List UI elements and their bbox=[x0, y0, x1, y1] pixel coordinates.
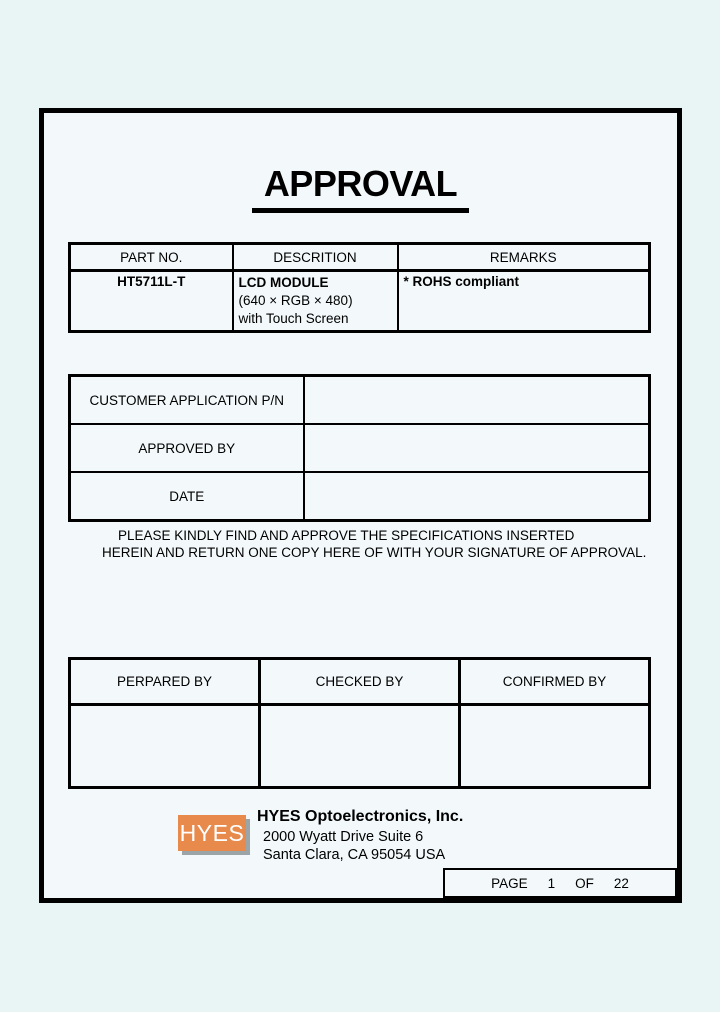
part-info-table bbox=[68, 242, 651, 333]
description-line-2: (640 × RGB × 480) bbox=[238, 293, 353, 308]
description-line-1: LCD MODULE bbox=[238, 275, 329, 290]
confirmed-by-signature-cell bbox=[460, 705, 650, 788]
label-customer-application-pn: CUSTOMER APPLICATION P/N bbox=[70, 376, 304, 425]
remarks-header: REMARKS bbox=[398, 244, 650, 271]
approved-by-row bbox=[70, 424, 650, 472]
approval-note bbox=[44, 527, 677, 561]
company-name: HYES Optoelectronics, Inc. bbox=[257, 808, 464, 825]
signoff-table bbox=[68, 657, 651, 789]
part-no-header: PART NO. bbox=[70, 244, 233, 271]
page-title: APPROVAL bbox=[252, 163, 469, 213]
customer-application-value-cell bbox=[304, 376, 650, 425]
signoff-header-row bbox=[70, 659, 650, 705]
confirmed-by-header: CONFIRMED BY bbox=[460, 659, 650, 705]
approval-page bbox=[39, 108, 682, 903]
description-cell bbox=[233, 271, 398, 332]
note-line-2: HEREIN AND RETURN ONE COPY HERE OF WITH YOUR SIGNATURE OF APPROVAL. bbox=[102, 545, 647, 560]
checked-by-header: CHECKED BY bbox=[260, 659, 460, 705]
remarks-value: * ROHS compliant bbox=[398, 271, 650, 332]
prepared-by-header: PERPARED BY bbox=[70, 659, 260, 705]
date-row bbox=[70, 472, 650, 521]
page-label: PAGE bbox=[491, 875, 528, 891]
page-number: 1 bbox=[547, 875, 556, 891]
prepared-by-signature-cell bbox=[70, 705, 260, 788]
company-address-line1: 2000 Wyatt Drive Suite 6 bbox=[263, 829, 424, 845]
note-line-1: PLEASE KINDLY FIND AND APPROVE THE SPECIFICATIONS INSERTED bbox=[118, 528, 575, 543]
date-value-cell bbox=[304, 472, 650, 521]
page-number-box bbox=[443, 868, 677, 898]
customer-approval-table bbox=[68, 374, 651, 522]
signoff-signature-row bbox=[70, 705, 650, 788]
label-date: DATE bbox=[70, 472, 304, 521]
title-container bbox=[44, 163, 677, 213]
approved-by-value-cell bbox=[304, 424, 650, 472]
part-info-data-row bbox=[70, 271, 650, 332]
part-no-value: HT5711L-T bbox=[70, 271, 233, 332]
label-approved-by: APPROVED BY bbox=[70, 424, 304, 472]
description-line-3: with Touch Screen bbox=[238, 311, 349, 326]
hyes-logo: HYES bbox=[178, 815, 246, 851]
of-label: OF bbox=[575, 875, 594, 891]
company-address-line2: Santa Clara, CA 95054 USA bbox=[263, 847, 446, 863]
part-info-header-row bbox=[70, 244, 650, 271]
description-header: DESCRITION bbox=[233, 244, 398, 271]
customer-application-row bbox=[70, 376, 650, 425]
total-pages: 22 bbox=[613, 875, 629, 891]
checked-by-signature-cell bbox=[260, 705, 460, 788]
